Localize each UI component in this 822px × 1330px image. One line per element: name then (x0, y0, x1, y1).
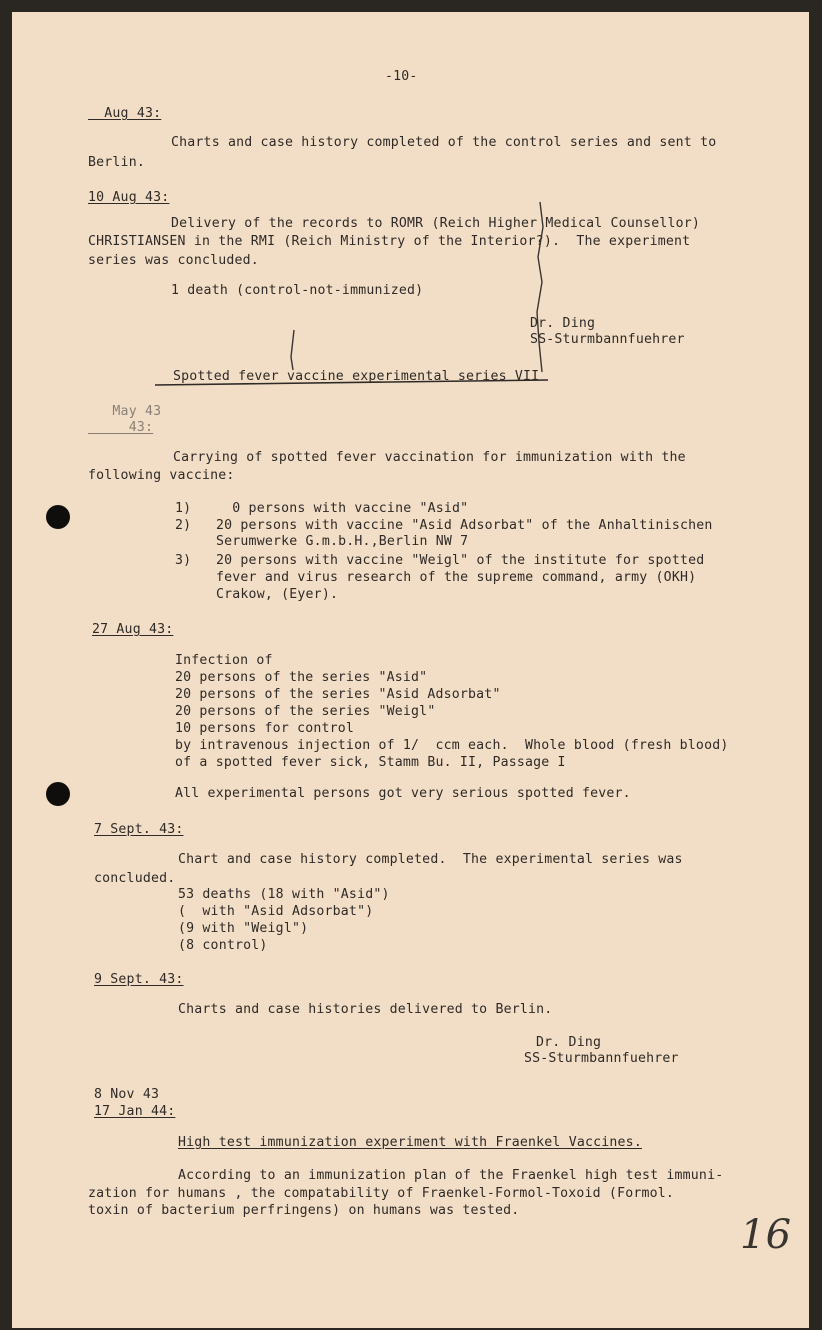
list-text-line: Crakow, (Eyer). (216, 587, 339, 602)
entry-text-line: Carrying of spotted fever vaccination for immunization with the (173, 450, 686, 465)
entry-text-line: Berlin. (88, 155, 145, 170)
entry-text-line: Delivery of the records to ROMR (Reich Higher Medical Counsellor) (171, 216, 701, 231)
entry-text-line: According to an immunization plan of the Fraenkel high test immuni- (178, 1168, 724, 1183)
entry-closing: All experimental persons got very serious spotted fever. (175, 786, 631, 801)
entry-text-line: Chart and case history completed. The experimental series was (178, 852, 683, 867)
list-text-line: 20 persons with vaccine "Weigl" of the institute for spotted (216, 553, 705, 568)
entry-date: 7 Sept. 43: (94, 822, 184, 837)
entry-date: 8 Nov 43 (94, 1087, 160, 1102)
series-heading: Spotted fever vaccine experimental series VII (173, 369, 540, 384)
entry-text-line: Infection of (175, 653, 273, 668)
deaths-line: (8 control) (178, 938, 268, 953)
signature-rank: SS-Sturmbannfuehrer (524, 1051, 679, 1066)
entry-note: 1 death (control-not-immunized) (171, 283, 424, 298)
entry-date: 17 Jan 44: (94, 1104, 176, 1119)
entry-date: 43: (88, 420, 154, 435)
entry-text-line: Charts and case history completed of the control series and sent to (171, 135, 717, 150)
deaths-line: ( with "Asid Adsorbat") (178, 904, 374, 919)
signature-rank: SS-Sturmbannfuehrer (530, 332, 685, 347)
entry-date: Aug 43: (88, 106, 162, 121)
entry-date: 10 Aug 43: (88, 190, 170, 205)
signature-name: Dr. Ding (530, 316, 596, 331)
entry-text-line: series was concluded. (88, 253, 259, 268)
entry-text-line: concluded. (94, 871, 176, 886)
list-text-line: 20 persons with vaccine "Asid Adsorbat" of the Anhaltinischen (216, 518, 713, 533)
list-number: 1) (175, 501, 192, 516)
entry-text-line: CHRISTIANSEN in the RMI (Reich Ministry of the Interior?). The experiment (88, 234, 691, 249)
tick-mark (291, 330, 294, 370)
entry-date: 9 Sept. 43: (94, 972, 184, 987)
list-number: 2) (175, 518, 192, 533)
list-text-line: 0 persons with vaccine "Asid" (216, 501, 469, 516)
entry-text-line: zation for humans , the compatability of Fraenkel-Formol-Toxoid (Formol. (88, 1186, 675, 1201)
entry-text-line: by intravenous injection of 1/ ccm each. Whole blood (fresh blood) (175, 738, 729, 753)
entry-date: May 43 (88, 404, 162, 419)
signature-name: Dr. Ding (536, 1035, 602, 1050)
list-number: 3) (175, 553, 192, 568)
entry-text-line: of a spotted fever sick, Stamm Bu. II, Passage I (175, 755, 566, 770)
entry-text-line: 20 persons of the series "Asid" (175, 670, 428, 685)
section-heading: High test immunization experiment with Fraenkel Vaccines. (178, 1135, 642, 1150)
vertical-pen-stroke (537, 202, 543, 372)
entry-text-line: following vaccine: (88, 468, 235, 483)
list-text-line: fever and virus research of the supreme command, army (OKH) (216, 570, 697, 585)
entry-text-line: 20 persons of the series "Asid Adsorbat" (175, 687, 501, 702)
pen-marks (12, 12, 809, 1328)
entry-date: 27 Aug 43: (92, 622, 174, 637)
list-text-line: Serumwerke G.m.b.H.,Berlin NW 7 (216, 534, 469, 549)
series-heading-underline (155, 380, 548, 385)
entry-text-line: Charts and case histories delivered to Berlin. (178, 1002, 553, 1017)
page-number: -10- (385, 69, 418, 84)
entry-text-line: 10 persons for control (175, 721, 355, 736)
deaths-line: 53 deaths (18 with "Asid") (178, 887, 390, 902)
entry-text-line: 20 persons of the series "Weigl" (175, 704, 436, 719)
deaths-line: (9 with "Weigl") (178, 921, 309, 936)
handwritten-page-number: 16 (740, 1212, 792, 1258)
entry-text-line: toxin of bacterium perfringens) on humans was tested. (88, 1203, 520, 1218)
document-page (12, 12, 809, 1328)
